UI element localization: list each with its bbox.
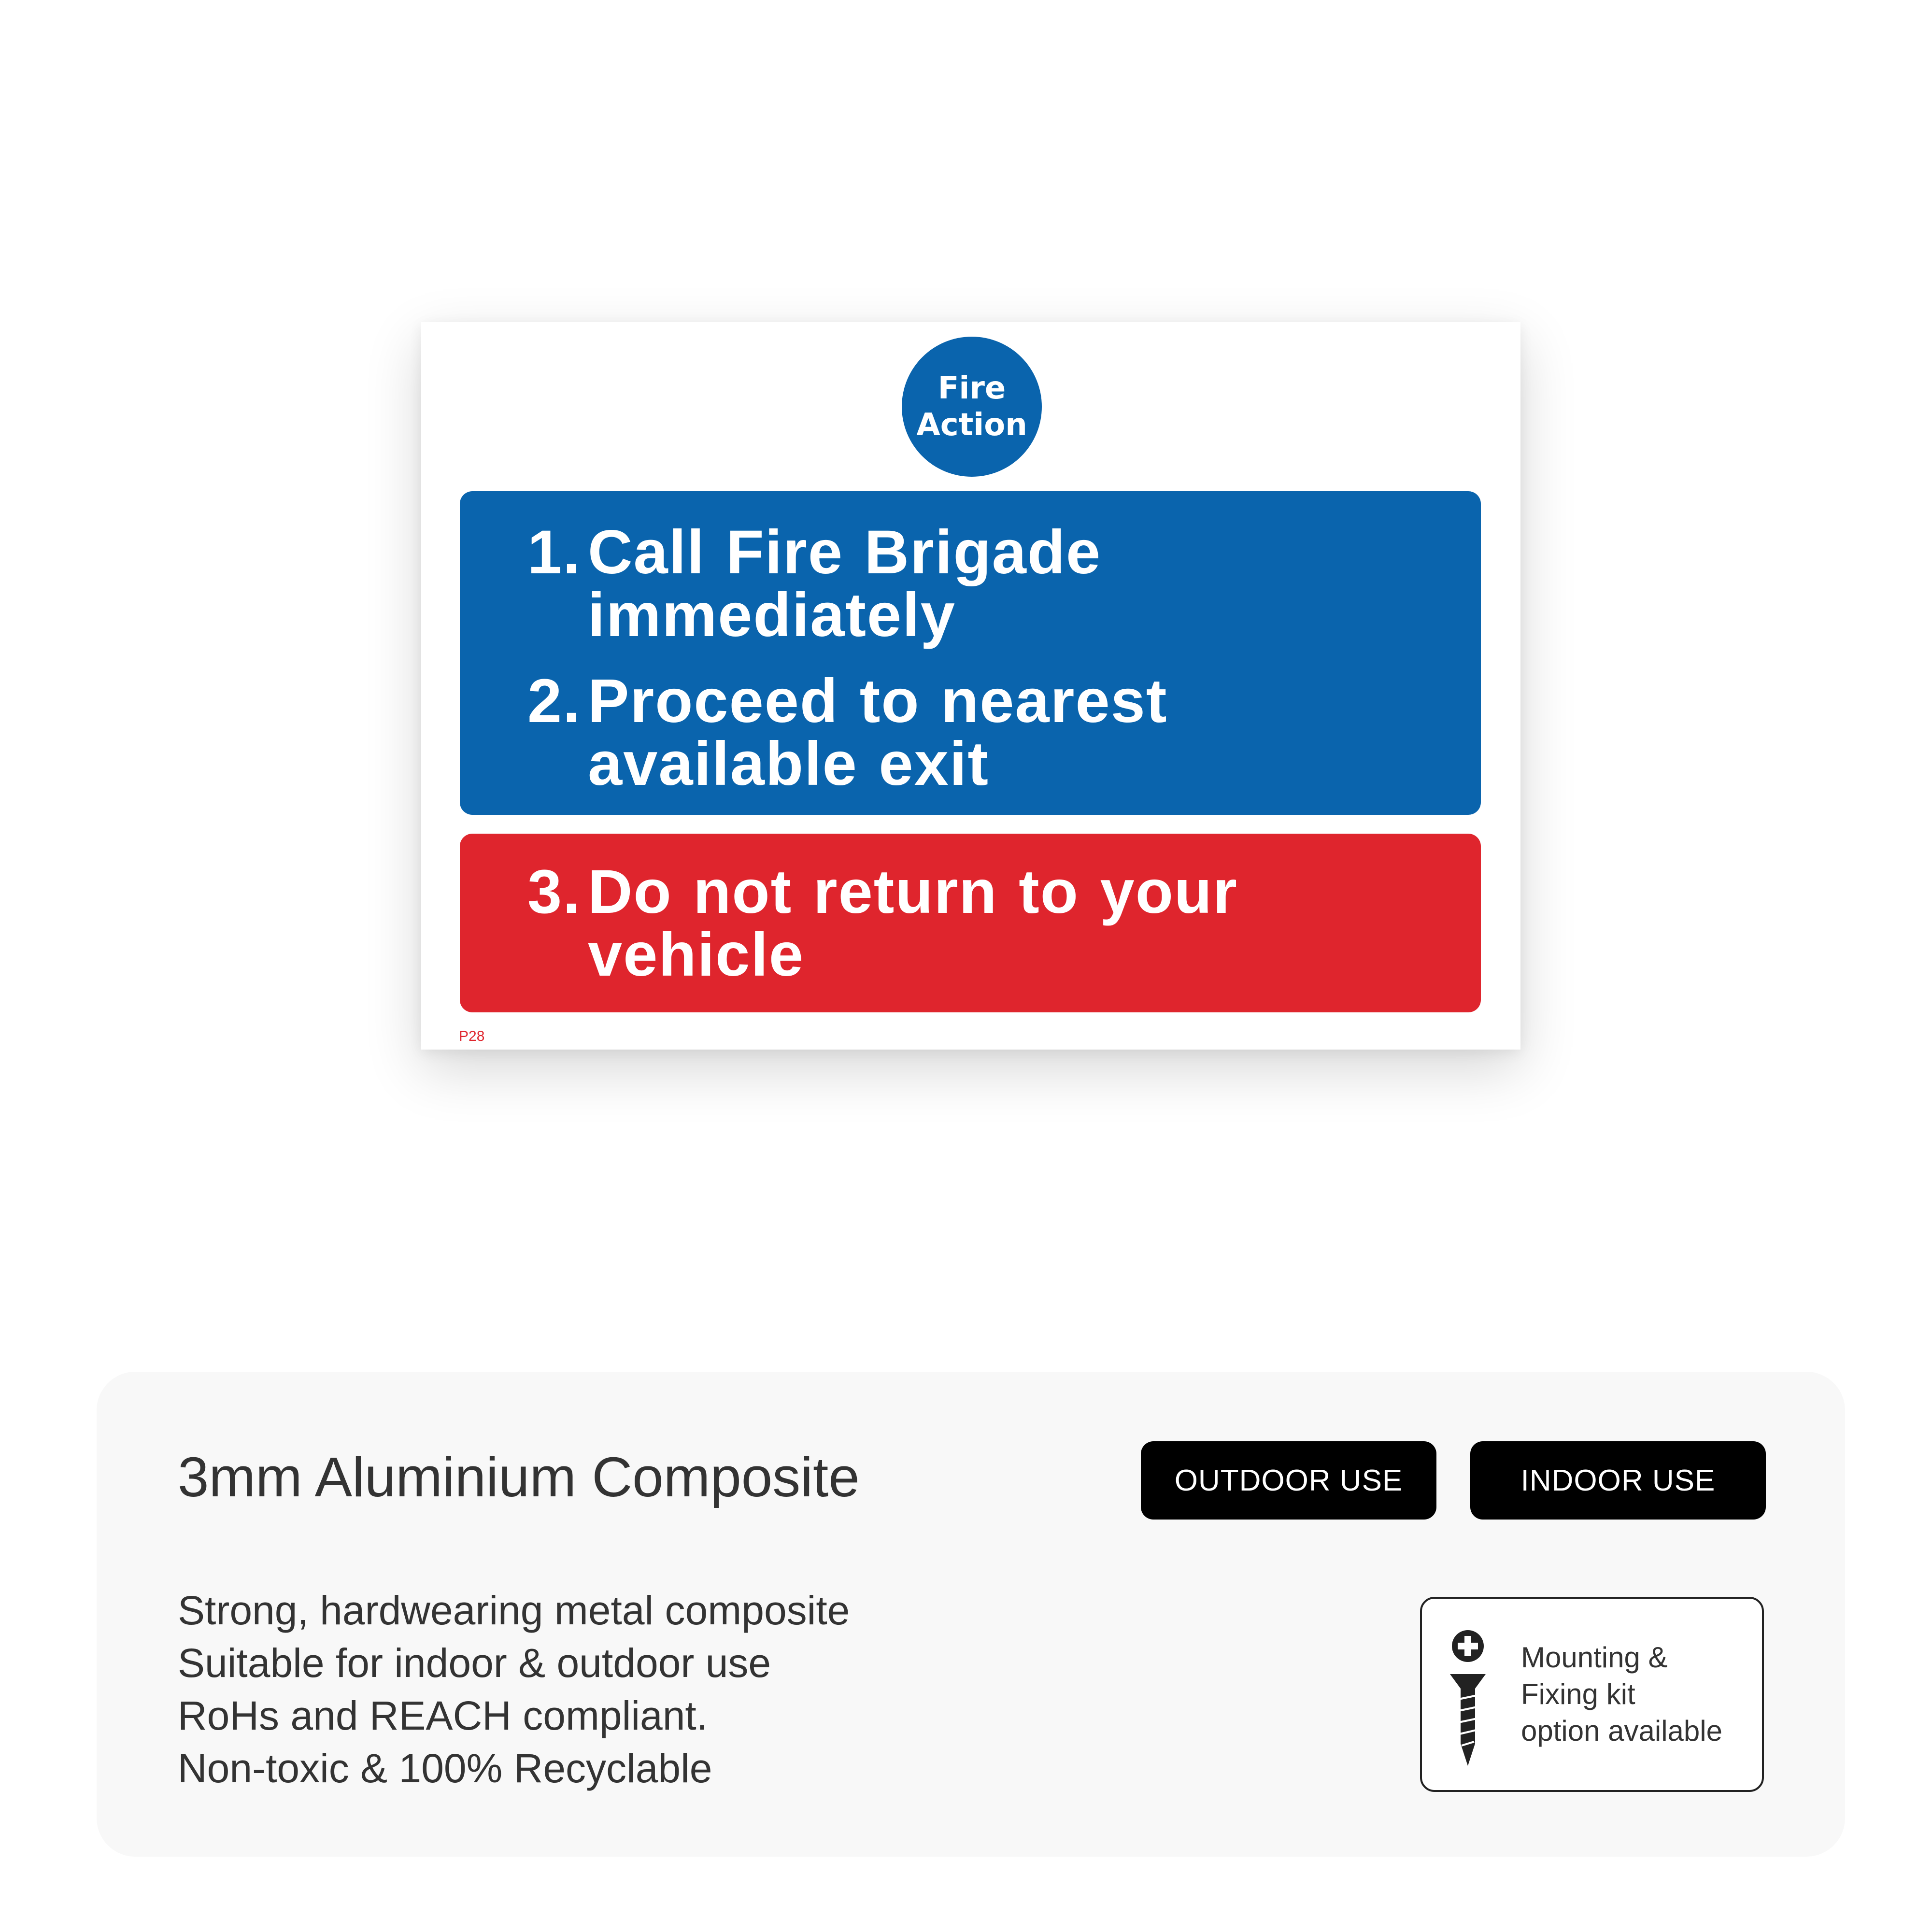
step-text-line: Call Fire Brigade	[588, 518, 1102, 587]
material-title: 3mm Aluminium Composite	[178, 1446, 860, 1508]
step-text-line: Do not return to your	[588, 857, 1238, 926]
step-number: 3.	[527, 857, 581, 926]
outdoor-use-badge: OUTDOOR USE	[1141, 1441, 1436, 1520]
material-info-card	[97, 1372, 1845, 1857]
red-instruction-panel	[460, 834, 1481, 1012]
mounting-kit-box	[1420, 1597, 1764, 1792]
badge-line-1: Fire	[938, 370, 1006, 406]
feature-item: Strong, hardwearing metal composite	[178, 1588, 850, 1633]
kit-text-line: Mounting &	[1521, 1641, 1668, 1674]
feature-item: Suitable for indoor & outdoor use	[178, 1640, 771, 1686]
kit-text-line: option available	[1521, 1715, 1722, 1747]
step-text-line: immediately	[588, 581, 956, 650]
screw-icon	[1446, 1628, 1490, 1768]
indoor-use-badge: INDOOR USE	[1470, 1441, 1766, 1520]
blue-instruction-panel	[460, 491, 1481, 815]
feature-item: RoHs and REACH compliant.	[178, 1693, 708, 1738]
fire-action-sign	[421, 322, 1520, 1050]
step-text-line: available exit	[588, 729, 989, 798]
sign-code: P28	[459, 1028, 485, 1044]
step-text-line: Proceed to nearest	[588, 667, 1168, 736]
feature-item: Non-toxic & 100% Recyclable	[178, 1746, 712, 1791]
mounting-kit-text	[1521, 1639, 1722, 1749]
step-number: 2.	[527, 667, 581, 736]
badge-line-2: Action	[916, 407, 1027, 443]
step-number: 1.	[527, 518, 581, 587]
step-text-line: vehicle	[588, 920, 805, 989]
fire-action-badge	[902, 337, 1042, 477]
feature-list	[178, 1584, 850, 1795]
kit-text-line: Fixing kit	[1521, 1678, 1635, 1710]
